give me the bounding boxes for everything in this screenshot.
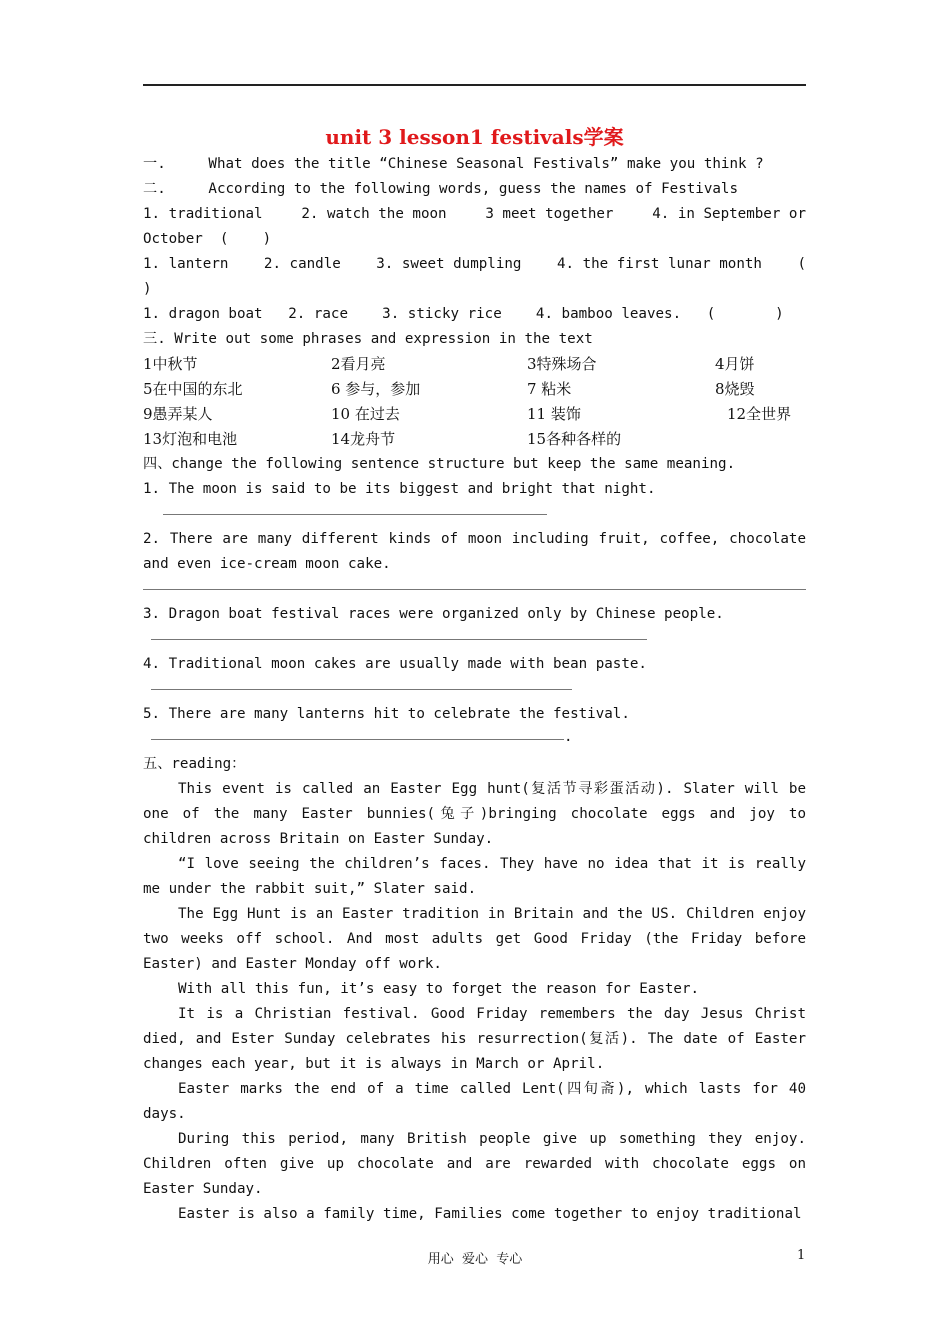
phrase-item: 12全世界 bbox=[727, 405, 792, 423]
section-3-heading: 三. Write out some phrases and expression in the text bbox=[143, 331, 593, 347]
phrase-item: 4月饼 bbox=[715, 355, 755, 373]
guess-row-1 bbox=[143, 202, 806, 227]
section-4-heading: 四、change the following sentence structure but keep the same meaning. bbox=[143, 456, 736, 472]
guess-item: 1. lantern bbox=[143, 256, 229, 272]
guess-item: 4. in September or bbox=[652, 206, 806, 222]
guess-item: 2. watch the moon bbox=[301, 206, 447, 222]
reading-paragraph: It is a Christian festival. Good Friday remembers the day Jesus Christ died, and Ester Sunday celebrates his resurrection(复活). The date of Easter changes each year, but it is always in March or April. bbox=[143, 1006, 806, 1072]
phrase-item: 8烧毁 bbox=[715, 380, 755, 398]
guess-row-1-continued: October ( ) bbox=[143, 231, 272, 247]
guess-item: 3. sweet dumpling bbox=[376, 256, 522, 272]
phrase-item: 9愚弄某人 bbox=[143, 405, 213, 423]
reading-paragraph: Easter is also a family time, Families come together to enjoy traditional bbox=[178, 1206, 802, 1222]
section-2-heading: 二. According to the following words, guess the names of Festivals bbox=[143, 181, 739, 197]
blank-period: . bbox=[564, 729, 573, 745]
answer-blank-3[interactable] bbox=[143, 627, 806, 652]
phrase-item: 15各种各样的 bbox=[527, 430, 622, 448]
reading-paragraph: This event is called an Easter Egg hunt(复活节寻彩蛋活动). Slater will be one of the many Easter bunnies(兔子)bringing chocolate eggs and joy to children across Britain on Easter Sunday. bbox=[143, 781, 806, 847]
guess-row-2 bbox=[143, 252, 806, 277]
guess-item: 1. traditional bbox=[143, 206, 263, 222]
guess-row-3: 1. dragon boat 2. race 3. sticky rice 4. bamboo leaves. ( ) bbox=[143, 306, 784, 322]
phrase-item: 10 在过去 bbox=[331, 405, 400, 423]
phrase-item: 7 粘米 bbox=[527, 380, 572, 398]
answer-bracket-open: ( bbox=[797, 256, 806, 272]
guess-row-2-continued: ) bbox=[143, 281, 152, 297]
phrase-item bbox=[715, 427, 806, 452]
page-number: 1 bbox=[797, 1248, 806, 1263]
answer-blank-2[interactable] bbox=[143, 577, 806, 602]
footer-motto: 用心 爱心 专心 bbox=[427, 1252, 523, 1267]
phrase-item: 5在中国的东北 bbox=[143, 380, 243, 398]
answer-blank-5[interactable] bbox=[143, 727, 806, 752]
phrase-grid bbox=[143, 352, 806, 452]
reading-paragraph: The Egg Hunt is an Easter tradition in Britain and the US. Children enjoy two weeks off school. And most adults get Good Friday (the Friday before Easter) and Easter Monday off work. bbox=[143, 906, 806, 972]
answer-blank-1[interactable] bbox=[143, 502, 806, 527]
worksheet-body bbox=[143, 122, 806, 1227]
page-footer bbox=[0, 1248, 950, 1268]
reading-paragraph: Easter marks the end of a time called Lent(四旬斋), which lasts for 40 days. bbox=[143, 1081, 806, 1122]
sentence-2: 2. There are many different kinds of moon including fruit, coffee, chocolate and even ice-cream moon cake. bbox=[143, 531, 806, 572]
reading-paragraph: “I love seeing the children’s faces. They have no idea that it is really me under the rabbit suit,” Slater said. bbox=[143, 856, 806, 897]
phrase-item: 1中秋节 bbox=[143, 355, 198, 373]
phrase-item: 14龙舟节 bbox=[331, 430, 396, 448]
phrase-item: 2看月亮 bbox=[331, 355, 386, 373]
sentence-3: 3. Dragon boat festival races were organized only by Chinese people. bbox=[143, 606, 724, 622]
guess-item: 3 meet together bbox=[485, 206, 614, 222]
answer-blank-4[interactable] bbox=[143, 677, 806, 702]
header-rule bbox=[143, 84, 806, 86]
guess-item: 4. the first lunar month bbox=[556, 256, 762, 272]
reading-paragraph: With all this fun, it’s easy to forget the reason for Easter. bbox=[178, 981, 700, 997]
phrase-item: 11 装饰 bbox=[527, 405, 581, 423]
phrase-item: 13灯泡和电池 bbox=[143, 430, 238, 448]
page-title: unit 3 lesson1 festivals学案 bbox=[325, 125, 624, 149]
section-5-heading: 五、reading： bbox=[143, 756, 246, 772]
phrase-item: 3特殊场合 bbox=[527, 355, 597, 373]
section-1-question: 一. What does the title “Chinese Seasonal Festivals” make you think ? bbox=[143, 156, 764, 172]
sentence-5: 5. There are many lanterns hit to celebrate the festival. bbox=[143, 706, 630, 722]
sentence-4: 4. Traditional moon cakes are usually made with bean paste. bbox=[143, 656, 647, 672]
guess-item: 2. candle bbox=[263, 256, 341, 272]
reading-paragraph: During this period, many British people give up something they enjoy. Children often give up chocolate and are rewarded with chocolate eggs on Easter Sunday. bbox=[143, 1131, 806, 1197]
phrase-item: 6 参与，参加 bbox=[331, 380, 421, 398]
sentence-1: 1. The moon is said to be its biggest and bright that night. bbox=[143, 481, 656, 497]
